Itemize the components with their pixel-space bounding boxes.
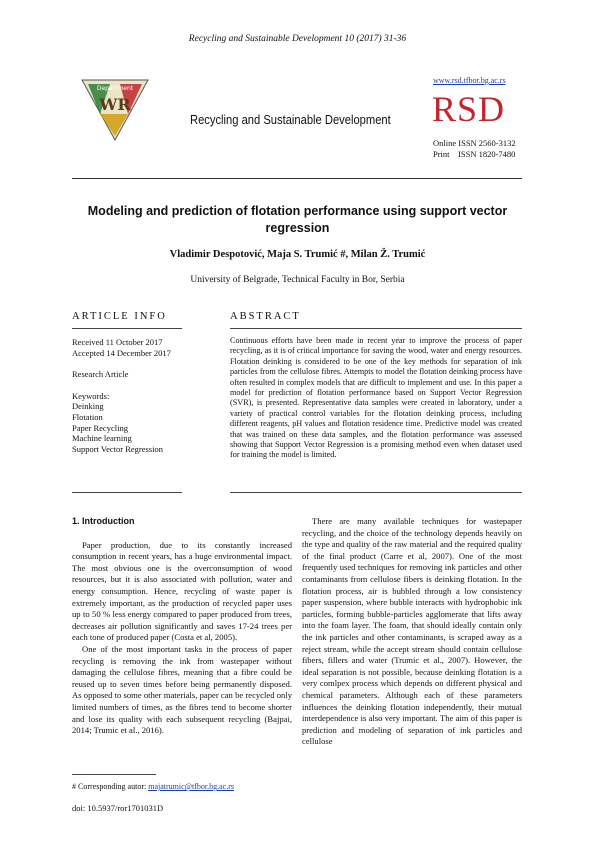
issn-block: [433, 138, 516, 160]
author-email-link[interactable]: majatrumic@tfbor.bg.ac.rs: [148, 782, 235, 791]
abstract-heading: ABSTRACT: [230, 311, 301, 322]
article-info-heading: ARTICLE INFO: [72, 311, 167, 322]
svg-text:WR: WR: [99, 95, 131, 114]
rsd-logo: [432, 90, 522, 126]
corresponding-author-footnote: [72, 782, 234, 791]
running-title: Recycling and Sustainable Development 10 (2017) 31-36: [188, 34, 407, 44]
abstract-bottom-rule: [230, 492, 522, 493]
paper-title: Modeling and prediction of flotation performance using support vector regression: [87, 204, 508, 235]
journal-name: Recycling and Sustainable Development: [190, 112, 391, 127]
issn-online: Online ISSN 2560-3132: [433, 138, 516, 148]
corresponding-label: # Corresponding autor:: [72, 782, 149, 791]
journal-url-link[interactable]: www.rsd.tfbor.bg.ac.rs: [433, 76, 506, 85]
paragraph: One of the most important tasks in the process of paper recycling is removing the ink from wastepaper without damaging the cellulose fibres, meaning that a fibre could be reused up to seven times before being permanently disposed. As opposed to some other materials, paper can be recycled only limited numbers of times, as the fibres tend to become shorter and lose its quality with each subsequent recycling (Bajpai, 2014; Trumic et al., 2016).: [72, 643, 292, 736]
received-date: Received 11 October 2017: [72, 337, 163, 347]
right-column: [302, 516, 522, 748]
keyword: Paper Recycling: [72, 422, 128, 433]
paragraph: Paper production, due to its constantly increased consumption in recent years, has a huge environmental impact. The most obvious one is the overconsumption of wood resources, but it is also associated with pollution, water and energy consumption. Hence, recycling of waste paper is extremely important, as the production of recycled paper uses up to 50 % less energy compared to paper produced from trees, decreases air pollution significantly and saves 17-24 trees per each tone of produced paper (Costa et al, 2005).: [72, 539, 292, 643]
header-rule: [72, 178, 522, 179]
affiliation: University of Belgrade, Technical Faculty in Bor, Serbia: [190, 275, 405, 285]
accepted-date: Accepted 14 December 2017: [72, 347, 171, 358]
keyword: Support Vector Regression: [72, 443, 163, 454]
keyword: Flotation: [72, 411, 103, 422]
footnote-rule: [72, 774, 156, 775]
paragraph: There are many available techniques for wastepaper recycling, and the choice of the technology depends heavily on the type and quality of the raw material and the required quality of the final product (Carre et al, 2007). One of the most frequently used techniques for removing ink particles and other contaminants from cellulose fibers is deinking flotation. In the flotation process, air is bubbled through a low consistency paper suspension, where bubble interacts with hydrophobic ink particles, forming bubble-particles agglomerate that lifts away into the foam layer. The foam, that should ideally contain only the ink particles and other contaminants, is scraped away as a reject stream, while the accept stream should contain cellulose fibers, fillers and water (Trumic et al., 2007). However, the ideal separation is not possible, because deinking flotation is a very comlpex process which depends on different physical and chemical parameters. Although each of these parameters influences the deinking flotation independently, their mutual interdependence is also very important. The aim of this paper is prediction and modeling of separation of ink particles and cellulose: [302, 516, 522, 747]
abstract-rule: [230, 328, 522, 329]
doi: doi: 10.5937/ror1701031D: [72, 803, 164, 813]
department-emblem: [80, 74, 150, 142]
article-info: [72, 337, 182, 454]
left-column: [72, 516, 292, 737]
section-heading: 1. Introduction: [72, 516, 135, 526]
author-list: Vladimir Despotović, Maja S. Trumić #, Milan Ž. Trumić: [169, 249, 426, 260]
article-type: Research Article: [72, 369, 129, 380]
abstract-text: Continuous efforts have been made in recent year to improve the process of paper recycling, as it is of critical importance for saving the wood, water and energy resources. Flotation deinking is considered to be one of the key methods for separation of ink particles from the cellulose fibres. Attempts to model the flotation deinking process have often resulted in complex models that are difficult to implement and use. In this paper a model for prediction of flotation performance based on Support Vector Regression (SVR), is presented. Representative data samples were created in laboratory, under a variety of practical control variables for the flotation deinking process, including different reagents, pH values and flotation residence time. Predictive model was created that was trained on these data samples, and the flotation performance was assessed showing that Support Vector Regression is a promising method even when dataset used for training the model is limited.: [230, 336, 522, 460]
svg-text:RSD: RSD: [432, 90, 506, 126]
info-bottom-rule: [72, 492, 182, 493]
keyword: Deinking: [72, 401, 104, 412]
svg-text:Department: Department: [96, 85, 134, 92]
keywords-label: Keywords:: [72, 390, 110, 401]
article-info-rule: [72, 328, 182, 329]
keyword: Machine learning: [72, 433, 132, 444]
issn-print: Print ISSN 1820-7480: [433, 149, 516, 159]
